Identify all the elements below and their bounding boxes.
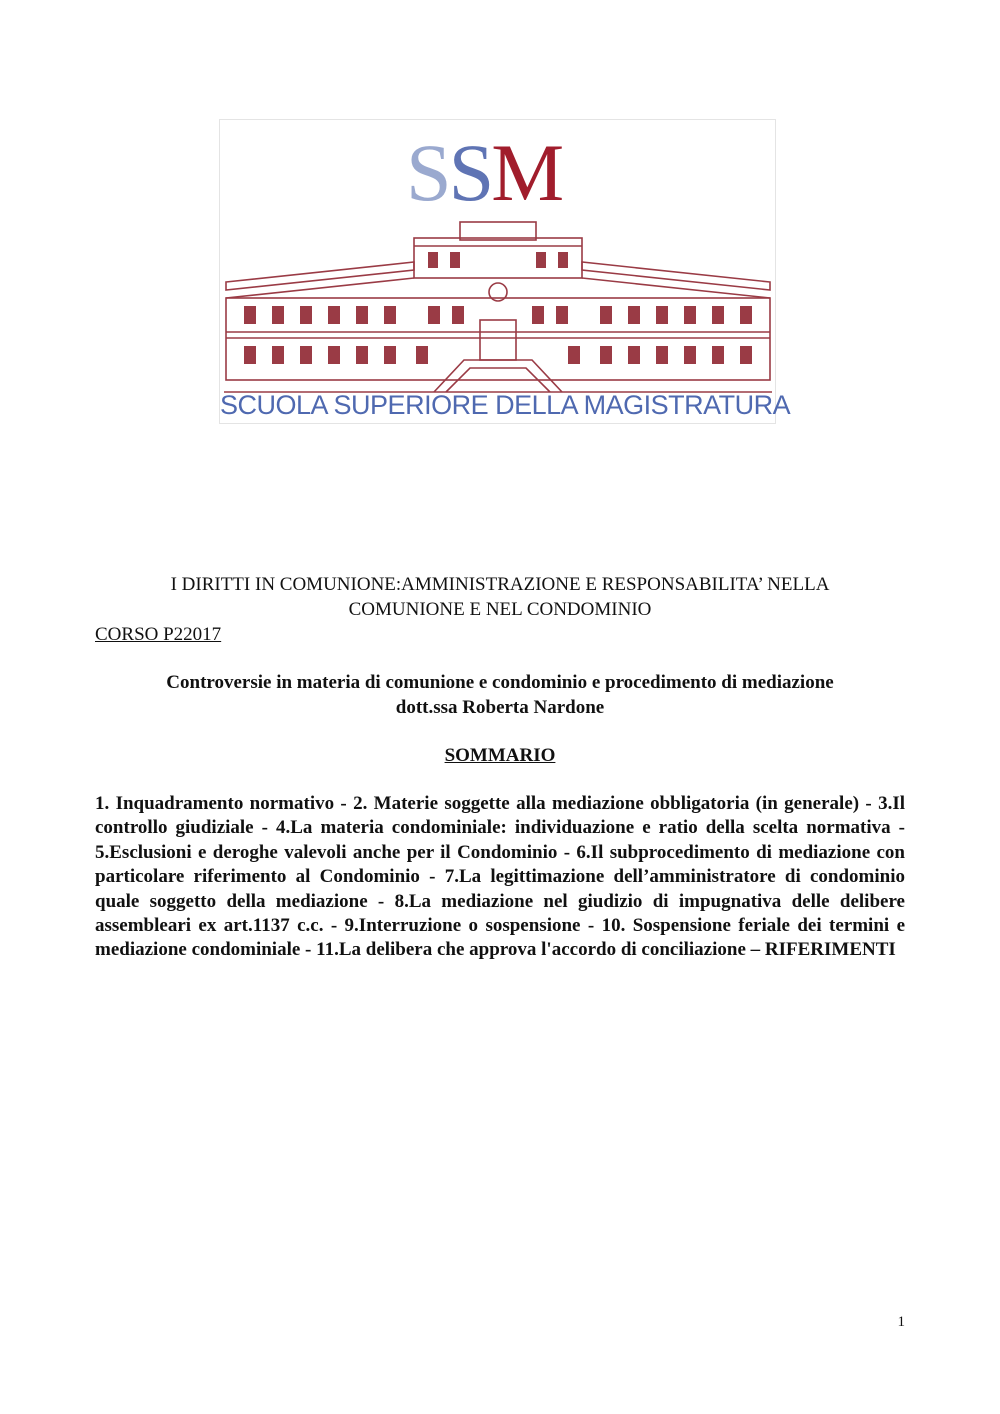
course-code: CORSO P22017: [95, 624, 222, 645]
summary-text: 1. Inquadramento normativo - 2. Materie soggette alla mediazione obbligatoria (in generale) - 3.Il controllo giudiziale - 4.La materia condominiale: individuazione e ratio della scelta normativa - 5.Esclusioni e deroghe valevoli anche per il Condominio - 6.Il subprocedimento di mediazione con particolare riferimento al Condominio - 7.La legittimazione dell’amministratore di condominio quale soggetto della mediazione - 8.La mediazione nel giudizio di impugnativa delle delibere assembleari ex art.1137 c.c. - 9.Interruzione o sospensione - 10. Sospensione feriale dei termini e mediazione condominiale - 11.La delibera che approva l'accordo di conciliazione – RIFERIMENTI: [95, 793, 905, 961]
page-number: 1: [897, 1314, 905, 1330]
lecture-heading: [95, 670, 905, 720]
logo-caption: SCUOLA SUPERIORE DELLA MAGISTRATURA: [220, 390, 791, 420]
logo-letter-s1: S: [406, 127, 449, 218]
lecture-author: dott.ssa Roberta Nardone: [395, 697, 605, 718]
ssm-logo: [219, 119, 791, 424]
document-title: [95, 572, 905, 622]
title-line-1: I DIRITTI IN COMUNIONE:AMMINISTRAZIONE E RESPONSABILITA’ NELLA: [170, 574, 830, 595]
summary-heading: SOMMARIO: [444, 745, 556, 766]
logo-letter-s2: S: [448, 127, 492, 218]
ssm-logo-letters: [406, 127, 596, 218]
palazzo-illustration: [224, 220, 772, 395]
logo-letter-m: M: [491, 127, 562, 218]
title-line-2: COMUNIONE E NEL CONDOMINIO: [348, 599, 652, 620]
lecture-title: Controversie in materia di comunione e condominio e procedimento di mediazione: [166, 672, 834, 693]
